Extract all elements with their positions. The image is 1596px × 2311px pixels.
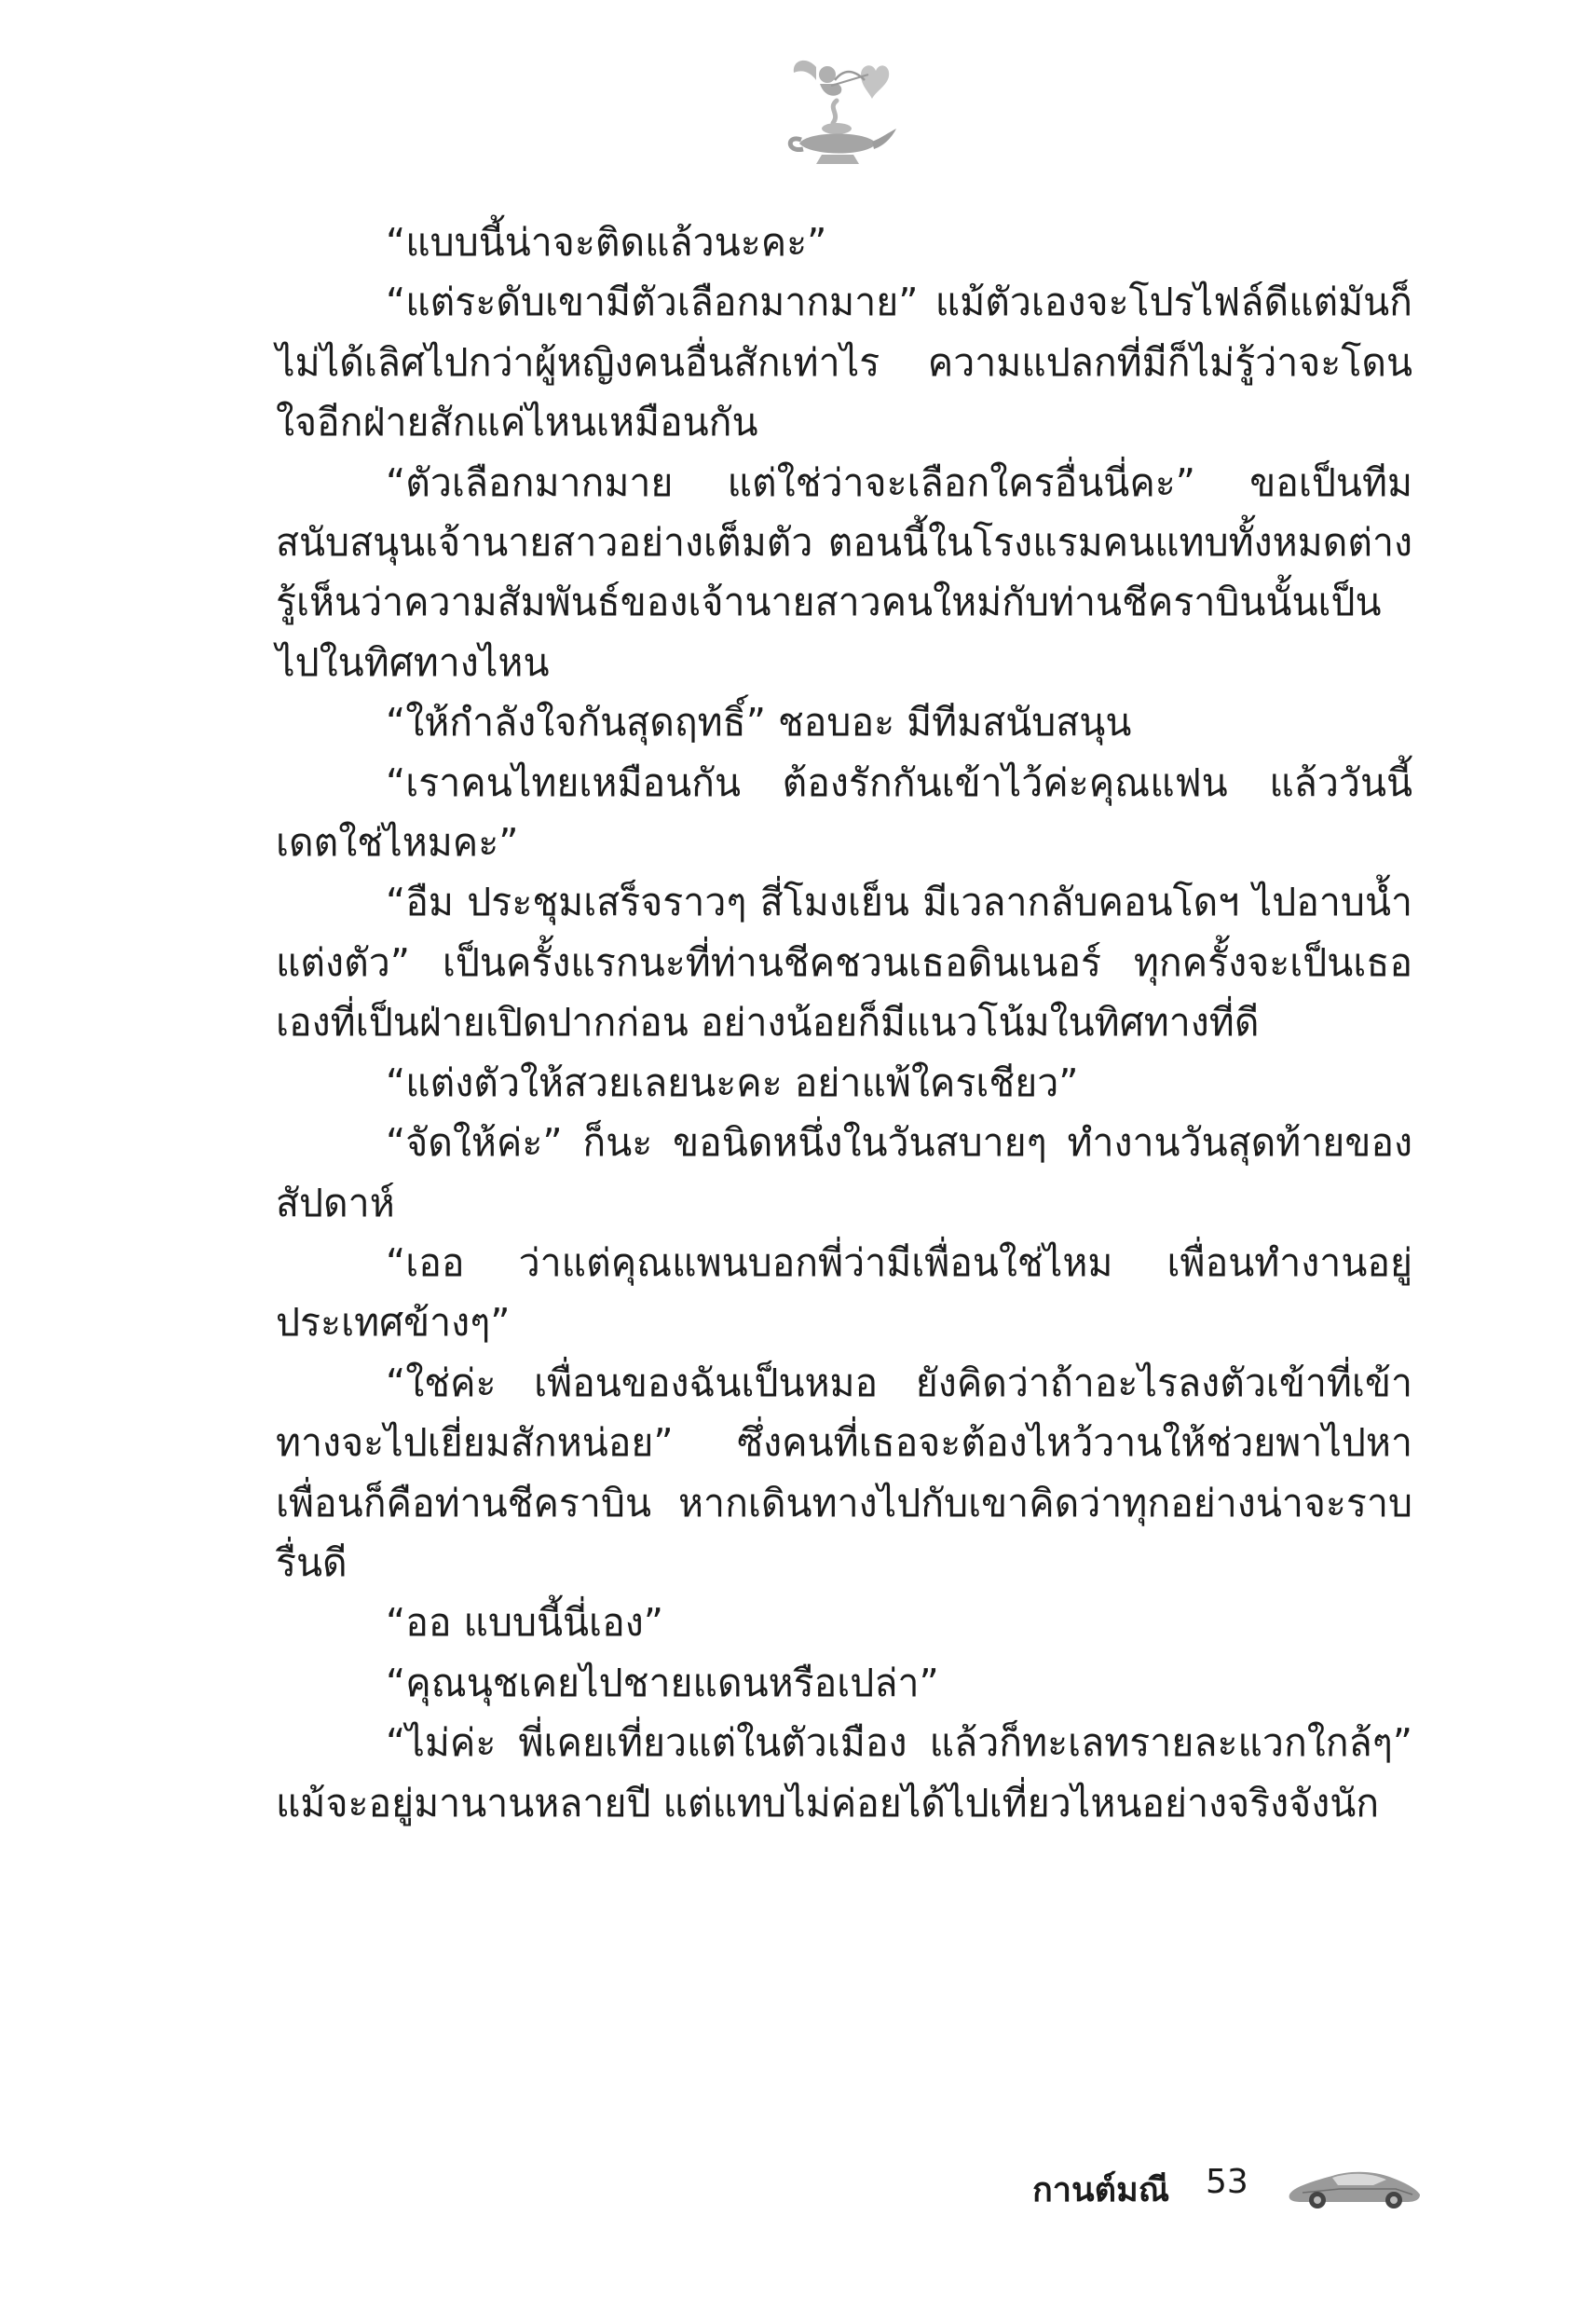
paragraph: “ออ แบบนี้นี่เอง”: [386, 1600, 663, 1646]
paragraph: “เราคนไทยเหมือนกัน ต้องรักกันเข้าไว้ค่ะคุณแฟน แล้ววันนี้เดตใช่ไหมคะ”: [276, 759, 1412, 866]
genie-lamp-cupid-icon: [779, 47, 900, 177]
paragraph: “ไม่ค่ะ พี่เคยเที่ยวแต่ในตัวเมือง แล้วก็ทะเลทรายละแวกใกล้ๆ” แม้จะอยู่มานานหลายปี แต่แทบไม่ค่อยได้ไปเที่ยวไหนอย่างจริงจังนัก: [276, 1720, 1412, 1826]
chapter-body: [276, 212, 1412, 1833]
paragraph: “คุณนุชเคยไปชายแดนหรือเปล่า”: [386, 1660, 939, 1705]
paragraph: “จัดให้ค่ะ” ก็นะ ขอนิดหนึ่งในวันสบายๆ ทำงานวันสุดท้ายของสัปดาห์: [276, 1120, 1412, 1225]
paragraph: “เออ ว่าแต่คุณแพนบอกพี่ว่ามีเพื่อนใช่ไหม เพื่อนทำงานอยู่ประเทศข้างๆ”: [276, 1239, 1412, 1346]
paragraph: “แต่งตัวให้สวยเลยนะคะ อย่าแพ้ใครเชียว”: [386, 1060, 1079, 1105]
paragraph: “ตัวเลือกมากมาย แต่ใช่ว่าจะเลือกใครอื่นนี่คะ” ขอเป็นทีมสนับสนุนเจ้านายสาวอย่างเต็มตัว ตอนนี้ในโรงแรมคนแทบทั้งหมดต่างรู้เห็นว่าความสัมพันธ์ของเจ้านายสาวคนใหม่กับท่านชีคราบินนั้นเป็นไปในทิศทางไหน: [276, 459, 1412, 685]
page-footer: [1032, 2157, 1424, 2222]
paragraph: “อืม ประชุมเสร็จราวๆ สี่โมงเย็น มีเวลากลับคอนโดฯ ไปอาบน้ำแต่งตัว” เป็นครั้งแรกนะที่ท่านชีคชวนเธอดินเนอร์ ทุกครั้งจะเป็นเธอเองที่เป็นฝ่ายเปิดปากก่อน อย่างน้อยก็มีแนวโน้มในทิศทางที่ดี: [276, 880, 1412, 1046]
paragraph: “แต่ระดับเขามีตัวเลือกมากมาย” แม้ตัวเองจะโปรไฟล์ดีแต่มันก็ไม่ได้เลิศไปกว่าผู้หญิงคนอื่นสักเท่าไร ความแปลกที่มีก็ไม่รู้ว่าจะโดนใจอีกฝ่ายสักแค่ไหนเหมือนกัน: [276, 280, 1412, 445]
sports-car-icon: [1284, 2161, 1424, 2211]
book-title: กานต์มณี: [1032, 2171, 1170, 2209]
paragraph: “ใช่ค่ะ เพื่อนของฉันเป็นหมอ ยังคิดว่าถ้าอะไรลงตัวเข้าที่เข้าทางจะไปเยี่ยมสักหน่อย” ซึ่งคนที่เธอจะต้องไหว้วานให้ช่วยพาไปหาเพื่อนก็คือท่านชีคราบิน หากเดินทางไปกับเขาคิดว่าทุกอย่างน่าจะราบรื่นดี: [276, 1360, 1412, 1585]
paragraph: “แบบนี้น่าจะติดแล้วนะคะ”: [386, 220, 827, 265]
page-number: 53: [1206, 2163, 1248, 2201]
paragraph: “ให้กำลังใจกันสุดฤทธิ์” ชอบอะ มีทีมสนับสนุน: [386, 700, 1132, 745]
